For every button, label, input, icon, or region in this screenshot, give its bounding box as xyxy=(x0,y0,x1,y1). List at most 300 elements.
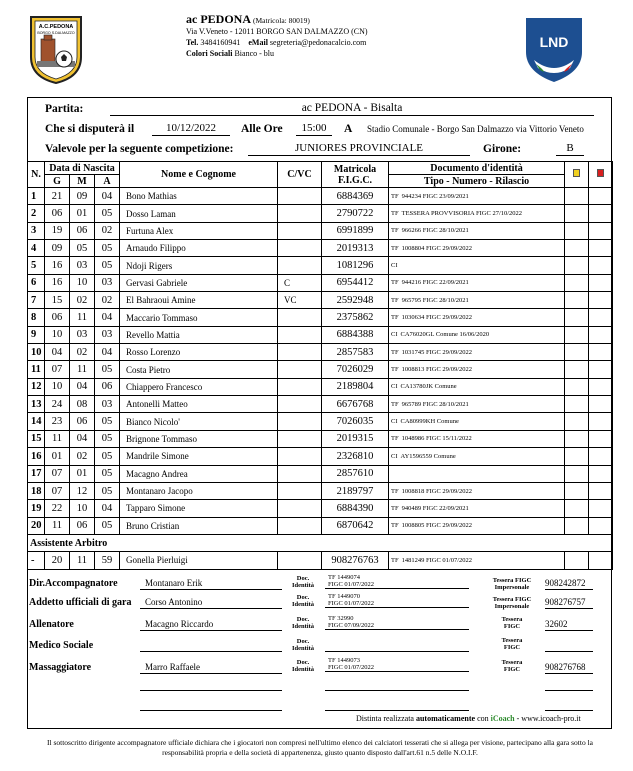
red-card-cell xyxy=(589,413,613,430)
medico-tessera-label: Tessera FIGC xyxy=(501,637,523,651)
date-label: Che si disputerà il xyxy=(45,123,135,135)
doc-detail: 965795 FIGC 28/10/2021 xyxy=(401,296,469,304)
birth-day: 10 xyxy=(45,326,70,343)
header-name: Nome e Cognome xyxy=(120,162,278,188)
player-document xyxy=(389,378,565,395)
player-matricola: 2790722 xyxy=(322,205,389,222)
player-document xyxy=(389,188,565,205)
birth-year: 06 xyxy=(95,378,120,395)
massaggiatore-doc-value: TF 1449073 FIGC 01/07/2022 xyxy=(325,657,469,672)
player-document xyxy=(389,413,565,430)
assistant-birth-year: 59 xyxy=(95,552,120,569)
birth-day: 11 xyxy=(45,430,70,447)
player-number: 2 xyxy=(28,205,45,222)
doc-type: CI xyxy=(391,418,398,426)
player-role xyxy=(278,482,322,499)
doc-type: CI xyxy=(391,331,398,339)
dir-doc-label: Doc. Identità xyxy=(291,575,315,589)
medico-name-line xyxy=(140,651,282,652)
birth-year: 03 xyxy=(95,396,120,413)
player-name: Ndoji Rigers xyxy=(120,257,278,274)
player-name: Revello Mattia xyxy=(120,326,278,343)
dir-doc-value: TF 1449074 FIGC 01/07/2022 xyxy=(325,574,469,589)
place-label: A xyxy=(344,123,353,135)
table-row xyxy=(28,257,613,274)
extra-line-5 xyxy=(325,710,469,711)
svg-text:A.C.PEDONA: A.C.PEDONA xyxy=(38,24,74,30)
birth-day: 16 xyxy=(45,274,70,291)
table-row xyxy=(28,430,613,447)
doc-type: TF xyxy=(391,400,399,408)
birth-year: 05 xyxy=(95,257,120,274)
birth-year: 04 xyxy=(95,188,120,205)
allenatore-doc-value: TF 32990 FIGC 07/09/2022 xyxy=(325,615,469,630)
birth-year: 05 xyxy=(95,448,120,465)
girone-label: Girone: xyxy=(483,143,522,155)
player-matricola: 2019315 xyxy=(322,430,389,447)
table-header-row xyxy=(28,162,613,175)
red-card-cell xyxy=(589,292,613,309)
assistant-section-title: Assistente Arbitro xyxy=(28,534,613,551)
yellow-card-cell xyxy=(565,465,589,482)
player-document xyxy=(389,309,565,326)
header-document: Documento d'identità xyxy=(389,162,565,175)
player-matricola: 2857583 xyxy=(322,344,389,361)
doc-detail: 1048986 FIGC 15/11/2022 xyxy=(401,435,472,443)
birth-year: 05 xyxy=(95,465,120,482)
table-row xyxy=(28,413,613,430)
birth-year: 03 xyxy=(95,274,120,291)
header-m: M xyxy=(70,175,95,188)
player-name: Mandrile Simone xyxy=(120,448,278,465)
birth-month: 12 xyxy=(70,482,95,499)
player-number: 15 xyxy=(28,430,45,447)
birth-month: 09 xyxy=(70,188,95,205)
lnd-logo xyxy=(522,14,586,84)
doc-type: TF xyxy=(391,296,399,304)
competition-label: Valevole per la seguente competizione: xyxy=(45,143,234,155)
player-document xyxy=(389,240,565,257)
doc-detail: 944216 FIGC 22/09/2021 xyxy=(401,279,469,287)
extra-line-4 xyxy=(140,710,282,711)
yellow-card-cell xyxy=(565,361,589,378)
birth-month: 11 xyxy=(70,309,95,326)
red-card-cell xyxy=(589,396,613,413)
player-name: Arnaudo Filippo xyxy=(120,240,278,257)
club-tel: 3484160941 xyxy=(200,38,241,47)
assistant-document xyxy=(389,552,565,569)
table-row xyxy=(28,292,613,309)
birth-year: 05 xyxy=(95,361,120,378)
declaration-text: Il sottoscritto dirigente accompagnatore ufficiale dichiara che i giocatori non compresi nell'ultimo elenco dei calciatori tesserati che si allega per visione, partecipano alla gara sotto la responsabilità propria e della società di appartenenza, giusto quanto disposto dall'art.61 n.5 delle N.O.I.F. xyxy=(47,738,593,757)
assistant-red-cell xyxy=(589,552,613,569)
player-number: 12 xyxy=(28,378,45,395)
table-row xyxy=(28,361,613,378)
dir-accompagnatore-name: Montanaro Erik xyxy=(140,578,282,590)
doc-detail: CA13780JK Comune xyxy=(400,383,457,391)
table-row xyxy=(28,344,613,361)
birth-month: 11 xyxy=(70,361,95,378)
red-card-cell xyxy=(589,344,613,361)
player-role xyxy=(278,500,322,517)
club-colors: Bianco - blu xyxy=(234,49,274,58)
player-role xyxy=(278,344,322,361)
assistant-yellow-cell xyxy=(565,552,589,569)
player-number: 3 xyxy=(28,222,45,239)
player-name: El Bahraoui Amine xyxy=(120,292,278,309)
yellow-card-cell xyxy=(565,274,589,291)
birth-day: 19 xyxy=(45,222,70,239)
player-role xyxy=(278,430,322,447)
player-document xyxy=(389,465,565,482)
yellow-card-cell xyxy=(565,448,589,465)
header-matricola: Matricola F.I.G.C. xyxy=(322,162,389,188)
player-role xyxy=(278,309,322,326)
birth-day: 07 xyxy=(45,482,70,499)
player-matricola: 7026029 xyxy=(322,361,389,378)
birth-day: 23 xyxy=(45,413,70,430)
extra-line-1 xyxy=(140,690,282,691)
birth-month: 03 xyxy=(70,326,95,343)
red-card-cell xyxy=(589,222,613,239)
table-row xyxy=(28,309,613,326)
partita-label: Partita: xyxy=(45,103,84,115)
doc-type: TF xyxy=(391,556,399,564)
massaggiatore-name: Marro Raffaele xyxy=(140,662,282,674)
table-row xyxy=(28,240,613,257)
birth-day: 16 xyxy=(45,257,70,274)
doc-type: TF xyxy=(391,435,399,443)
player-role xyxy=(278,448,322,465)
dir-tessera-label: Tessera FIGC Impersonale xyxy=(492,577,532,591)
player-role xyxy=(278,465,322,482)
yellow-card-cell xyxy=(565,292,589,309)
birth-year: 05 xyxy=(95,517,120,534)
doc-detail: 1008805 FIGC 29/09/2022 xyxy=(401,522,473,530)
player-matricola: 6884369 xyxy=(322,188,389,205)
extra-line-6 xyxy=(545,710,593,711)
doc-detail: 1481249 FIGC 01/07/2022 xyxy=(401,556,473,564)
player-name: Chiappero Francesco xyxy=(120,378,278,395)
player-name: Antonelli Matteo xyxy=(120,396,278,413)
addetto-label: Addetto ufficiali di gara xyxy=(29,597,132,608)
assistant-number: - xyxy=(28,552,45,569)
table-row xyxy=(28,482,613,499)
player-number: 4 xyxy=(28,240,45,257)
doc-detail: 1030634 FIGC 29/09/2022 xyxy=(401,314,473,322)
player-matricola: 2375862 xyxy=(322,309,389,326)
addetto-tessera-label: Tessera FIGC Impersonale xyxy=(492,596,532,610)
player-role: VC xyxy=(278,292,322,309)
player-document xyxy=(389,482,565,499)
player-number: 20 xyxy=(28,517,45,534)
yellow-card-cell xyxy=(565,413,589,430)
player-document xyxy=(389,430,565,447)
red-card-cell xyxy=(589,482,613,499)
player-matricola: 7026035 xyxy=(322,413,389,430)
time-label: Alle Ore xyxy=(241,123,283,135)
player-role xyxy=(278,205,322,222)
birth-year: 04 xyxy=(95,500,120,517)
player-document xyxy=(389,448,565,465)
red-card-cell xyxy=(589,274,613,291)
extra-line-3 xyxy=(545,690,593,691)
player-name: Rosso Lorenzo xyxy=(120,344,278,361)
doc-type: TF xyxy=(391,504,399,512)
table-row xyxy=(28,326,613,343)
doc-type: TF xyxy=(391,522,399,530)
yellow-card-cell xyxy=(565,378,589,395)
medico-tessera-line xyxy=(545,651,593,652)
medico-label: Medico Sociale xyxy=(29,640,94,651)
club-header: ac PEDONA (Matricola: 80019) Via V.Veneto - 12011 BORGO SAN DALMAZZO (CN) Tel. 3484160941 eMail segreteria@pedonacalcio.com Colori Sociali Bianco - blu xyxy=(186,12,368,58)
medico-doc-label: Doc. Identità xyxy=(291,638,315,652)
header-a: A xyxy=(95,175,120,188)
birth-day: 07 xyxy=(45,361,70,378)
svg-text:LND: LND xyxy=(539,34,569,50)
massaggiatore-label: Massaggiatore xyxy=(29,662,92,673)
table-row xyxy=(28,517,613,534)
birth-month: 06 xyxy=(70,222,95,239)
table-row xyxy=(28,396,613,413)
doc-type: TF xyxy=(391,279,399,287)
svg-text:BORGO S.DALMAZZO: BORGO S.DALMAZZO xyxy=(37,31,75,35)
red-card-cell xyxy=(589,205,613,222)
birth-month: 01 xyxy=(70,205,95,222)
player-number: 18 xyxy=(28,482,45,499)
red-card-cell xyxy=(589,240,613,257)
doc-detail: CA76020GL Comune 16/06/2020 xyxy=(400,331,490,339)
birth-month: 06 xyxy=(70,517,95,534)
player-number: 13 xyxy=(28,396,45,413)
header-birthdate: Data di Nascita xyxy=(45,162,120,175)
yellow-card-cell xyxy=(565,205,589,222)
player-matricola: 6954412 xyxy=(322,274,389,291)
player-matricola: 2019313 xyxy=(322,240,389,257)
girone-value: B xyxy=(556,142,584,156)
player-matricola: 6870642 xyxy=(322,517,389,534)
doc-type: TF xyxy=(391,348,399,356)
yellow-card-cell xyxy=(565,430,589,447)
player-name: Furtuna Alex xyxy=(120,222,278,239)
table-row xyxy=(28,188,613,205)
red-card-cell xyxy=(589,309,613,326)
doc-detail: 1008818 FIGC 29/09/2022 xyxy=(401,487,473,495)
birth-month: 02 xyxy=(70,292,95,309)
doc-type: TF xyxy=(391,227,399,235)
birth-month: 01 xyxy=(70,465,95,482)
allenatore-tessera-label: Tessera FIGC xyxy=(501,616,523,630)
birth-day: 06 xyxy=(45,205,70,222)
player-number: 8 xyxy=(28,309,45,326)
player-role: C xyxy=(278,274,322,291)
birth-year: 04 xyxy=(95,344,120,361)
header-red-card xyxy=(589,162,613,188)
birth-year: 05 xyxy=(95,240,120,257)
massaggiatore-doc-label: Doc. Identità xyxy=(291,659,315,673)
player-name: Maccario Tommaso xyxy=(120,309,278,326)
table-row xyxy=(28,500,613,517)
player-number: 7 xyxy=(28,292,45,309)
addetto-doc-value: TF 1449070 FIGC 01/07/2022 xyxy=(325,593,469,608)
red-card-icon xyxy=(597,169,604,177)
extra-line-2 xyxy=(325,690,469,691)
birth-year: 05 xyxy=(95,205,120,222)
place-value: Stadio Comunale - Borgo San Dalmazzo via Vittorio Veneto xyxy=(367,124,584,134)
doc-type: TF xyxy=(391,192,399,200)
club-matricola: (Matricola: 80019) xyxy=(253,16,310,25)
doc-detail: 1008804 FIGC 29/09/2022 xyxy=(401,244,473,252)
addetto-tessera-value: 908276757 xyxy=(545,597,593,609)
birth-month: 10 xyxy=(70,500,95,517)
red-card-cell xyxy=(589,465,613,482)
yellow-card-cell xyxy=(565,188,589,205)
player-number: 17 xyxy=(28,465,45,482)
generated-by-note: Distinta realizzata automaticamente con iCoach - www.icoach-pro.it xyxy=(356,714,581,723)
player-matricola: 6884388 xyxy=(322,326,389,343)
player-number: 10 xyxy=(28,344,45,361)
addetto-doc-label: Doc. Identità xyxy=(291,594,315,608)
yellow-card-cell xyxy=(565,326,589,343)
allenatore-doc-label: Doc. Identità xyxy=(291,616,315,630)
birth-year: 02 xyxy=(95,222,120,239)
doc-type: TF xyxy=(391,314,399,322)
birth-day: 06 xyxy=(45,309,70,326)
player-document xyxy=(389,396,565,413)
partita-value: ac PEDONA - Bisalta xyxy=(110,102,594,116)
birth-day: 10 xyxy=(45,378,70,395)
icoach-brand: iCoach xyxy=(490,714,515,723)
birth-day: 07 xyxy=(45,465,70,482)
allenatore-label: Allenatore xyxy=(29,619,74,630)
player-document xyxy=(389,326,565,343)
player-role xyxy=(278,222,322,239)
player-role xyxy=(278,188,322,205)
doc-detail: 940489 FIGC 22/09/2021 xyxy=(401,504,469,512)
birth-day: 01 xyxy=(45,448,70,465)
player-name: Gervasi Gabriele xyxy=(120,274,278,291)
birth-year: 02 xyxy=(95,292,120,309)
yellow-card-cell xyxy=(565,257,589,274)
assistant-section-row xyxy=(28,534,613,551)
club-address: Via V.Veneto - 12011 BORGO SAN DALMAZZO (CN) xyxy=(186,27,368,36)
player-name: Macagno Andrea xyxy=(120,465,278,482)
player-matricola: 1081296 xyxy=(322,257,389,274)
player-role xyxy=(278,517,322,534)
birth-year: 05 xyxy=(95,482,120,499)
yellow-card-cell xyxy=(565,517,589,534)
player-role xyxy=(278,257,322,274)
yellow-card-cell xyxy=(565,500,589,517)
massaggiatore-tessera-value: 908276768 xyxy=(545,662,593,674)
player-number: 14 xyxy=(28,413,45,430)
header-yellow-card xyxy=(565,162,589,188)
player-number: 6 xyxy=(28,274,45,291)
player-role xyxy=(278,378,322,395)
club-email: segreteria@pedonacalcio.com xyxy=(269,38,367,47)
player-document xyxy=(389,517,565,534)
assistant-row xyxy=(28,552,613,569)
player-matricola: 2326810 xyxy=(322,448,389,465)
doc-detail: 1031745 FIGC 29/09/2022 xyxy=(401,348,473,356)
yellow-card-cell xyxy=(565,222,589,239)
birth-month: 08 xyxy=(70,396,95,413)
red-card-cell xyxy=(589,378,613,395)
birth-month: 04 xyxy=(70,430,95,447)
doc-detail: 944234 FIGC 23/09/2021 xyxy=(401,192,469,200)
doc-type: TF xyxy=(391,366,399,374)
red-card-cell xyxy=(589,430,613,447)
player-number: 19 xyxy=(28,500,45,517)
player-matricola: 6676768 xyxy=(322,396,389,413)
assistant-role xyxy=(278,552,322,569)
doc-detail: AY1596559 Comune xyxy=(400,452,456,460)
header-g: G xyxy=(45,175,70,188)
massaggiatore-tessera-label: Tessera FIGC xyxy=(501,659,523,673)
birth-day: 21 xyxy=(45,188,70,205)
birth-day: 04 xyxy=(45,344,70,361)
header-cvc: C/VC xyxy=(278,162,322,188)
player-name: Bono Mathias xyxy=(120,188,278,205)
player-name: Dosso Laman xyxy=(120,205,278,222)
birth-year: 04 xyxy=(95,309,120,326)
red-card-cell xyxy=(589,361,613,378)
date-value: 10/12/2022 xyxy=(152,122,230,136)
player-name: Bruno Cristian xyxy=(120,517,278,534)
red-card-cell xyxy=(589,500,613,517)
birth-year: 05 xyxy=(95,430,120,447)
player-number: 9 xyxy=(28,326,45,343)
player-role xyxy=(278,361,322,378)
birth-month: 10 xyxy=(70,274,95,291)
doc-type: CI xyxy=(391,262,398,270)
yellow-card-cell xyxy=(565,240,589,257)
table-row xyxy=(28,274,613,291)
birth-day: 09 xyxy=(45,240,70,257)
table-row xyxy=(28,448,613,465)
player-document xyxy=(389,292,565,309)
player-role xyxy=(278,326,322,343)
player-name: Brignone Tommaso xyxy=(120,430,278,447)
assistant-name: Gonella Pierluigi xyxy=(120,552,278,569)
dir-tessera-value: 908242872 xyxy=(545,578,593,590)
doc-detail: 965789 FIGC 28/10/2021 xyxy=(401,400,469,408)
doc-detail: TESSERA PROVVISORIA FIGC 27/10/2022 xyxy=(401,210,523,218)
yellow-card-cell xyxy=(565,482,589,499)
birth-month: 06 xyxy=(70,413,95,430)
time-value: 15:00 xyxy=(296,122,332,136)
header-doc-detail: Tipo - Numero - Rilascio xyxy=(389,175,565,188)
player-matricola: 2592948 xyxy=(322,292,389,309)
player-document xyxy=(389,274,565,291)
doc-detail: CA80999KH Comune xyxy=(400,418,459,426)
player-number: 11 xyxy=(28,361,45,378)
player-document xyxy=(389,205,565,222)
medico-doc-line xyxy=(325,651,469,652)
assistant-birth-month: 11 xyxy=(70,552,95,569)
yellow-card-cell xyxy=(565,396,589,413)
birth-month: 04 xyxy=(70,378,95,395)
yellow-card-cell xyxy=(565,344,589,361)
player-document xyxy=(389,257,565,274)
birth-month: 02 xyxy=(70,448,95,465)
player-matricola: 2857610 xyxy=(322,465,389,482)
birth-day: 11 xyxy=(45,517,70,534)
red-card-cell xyxy=(589,326,613,343)
doc-detail: 966266 FIGC 28/10/2021 xyxy=(401,227,469,235)
red-card-cell xyxy=(589,517,613,534)
red-card-cell xyxy=(589,188,613,205)
